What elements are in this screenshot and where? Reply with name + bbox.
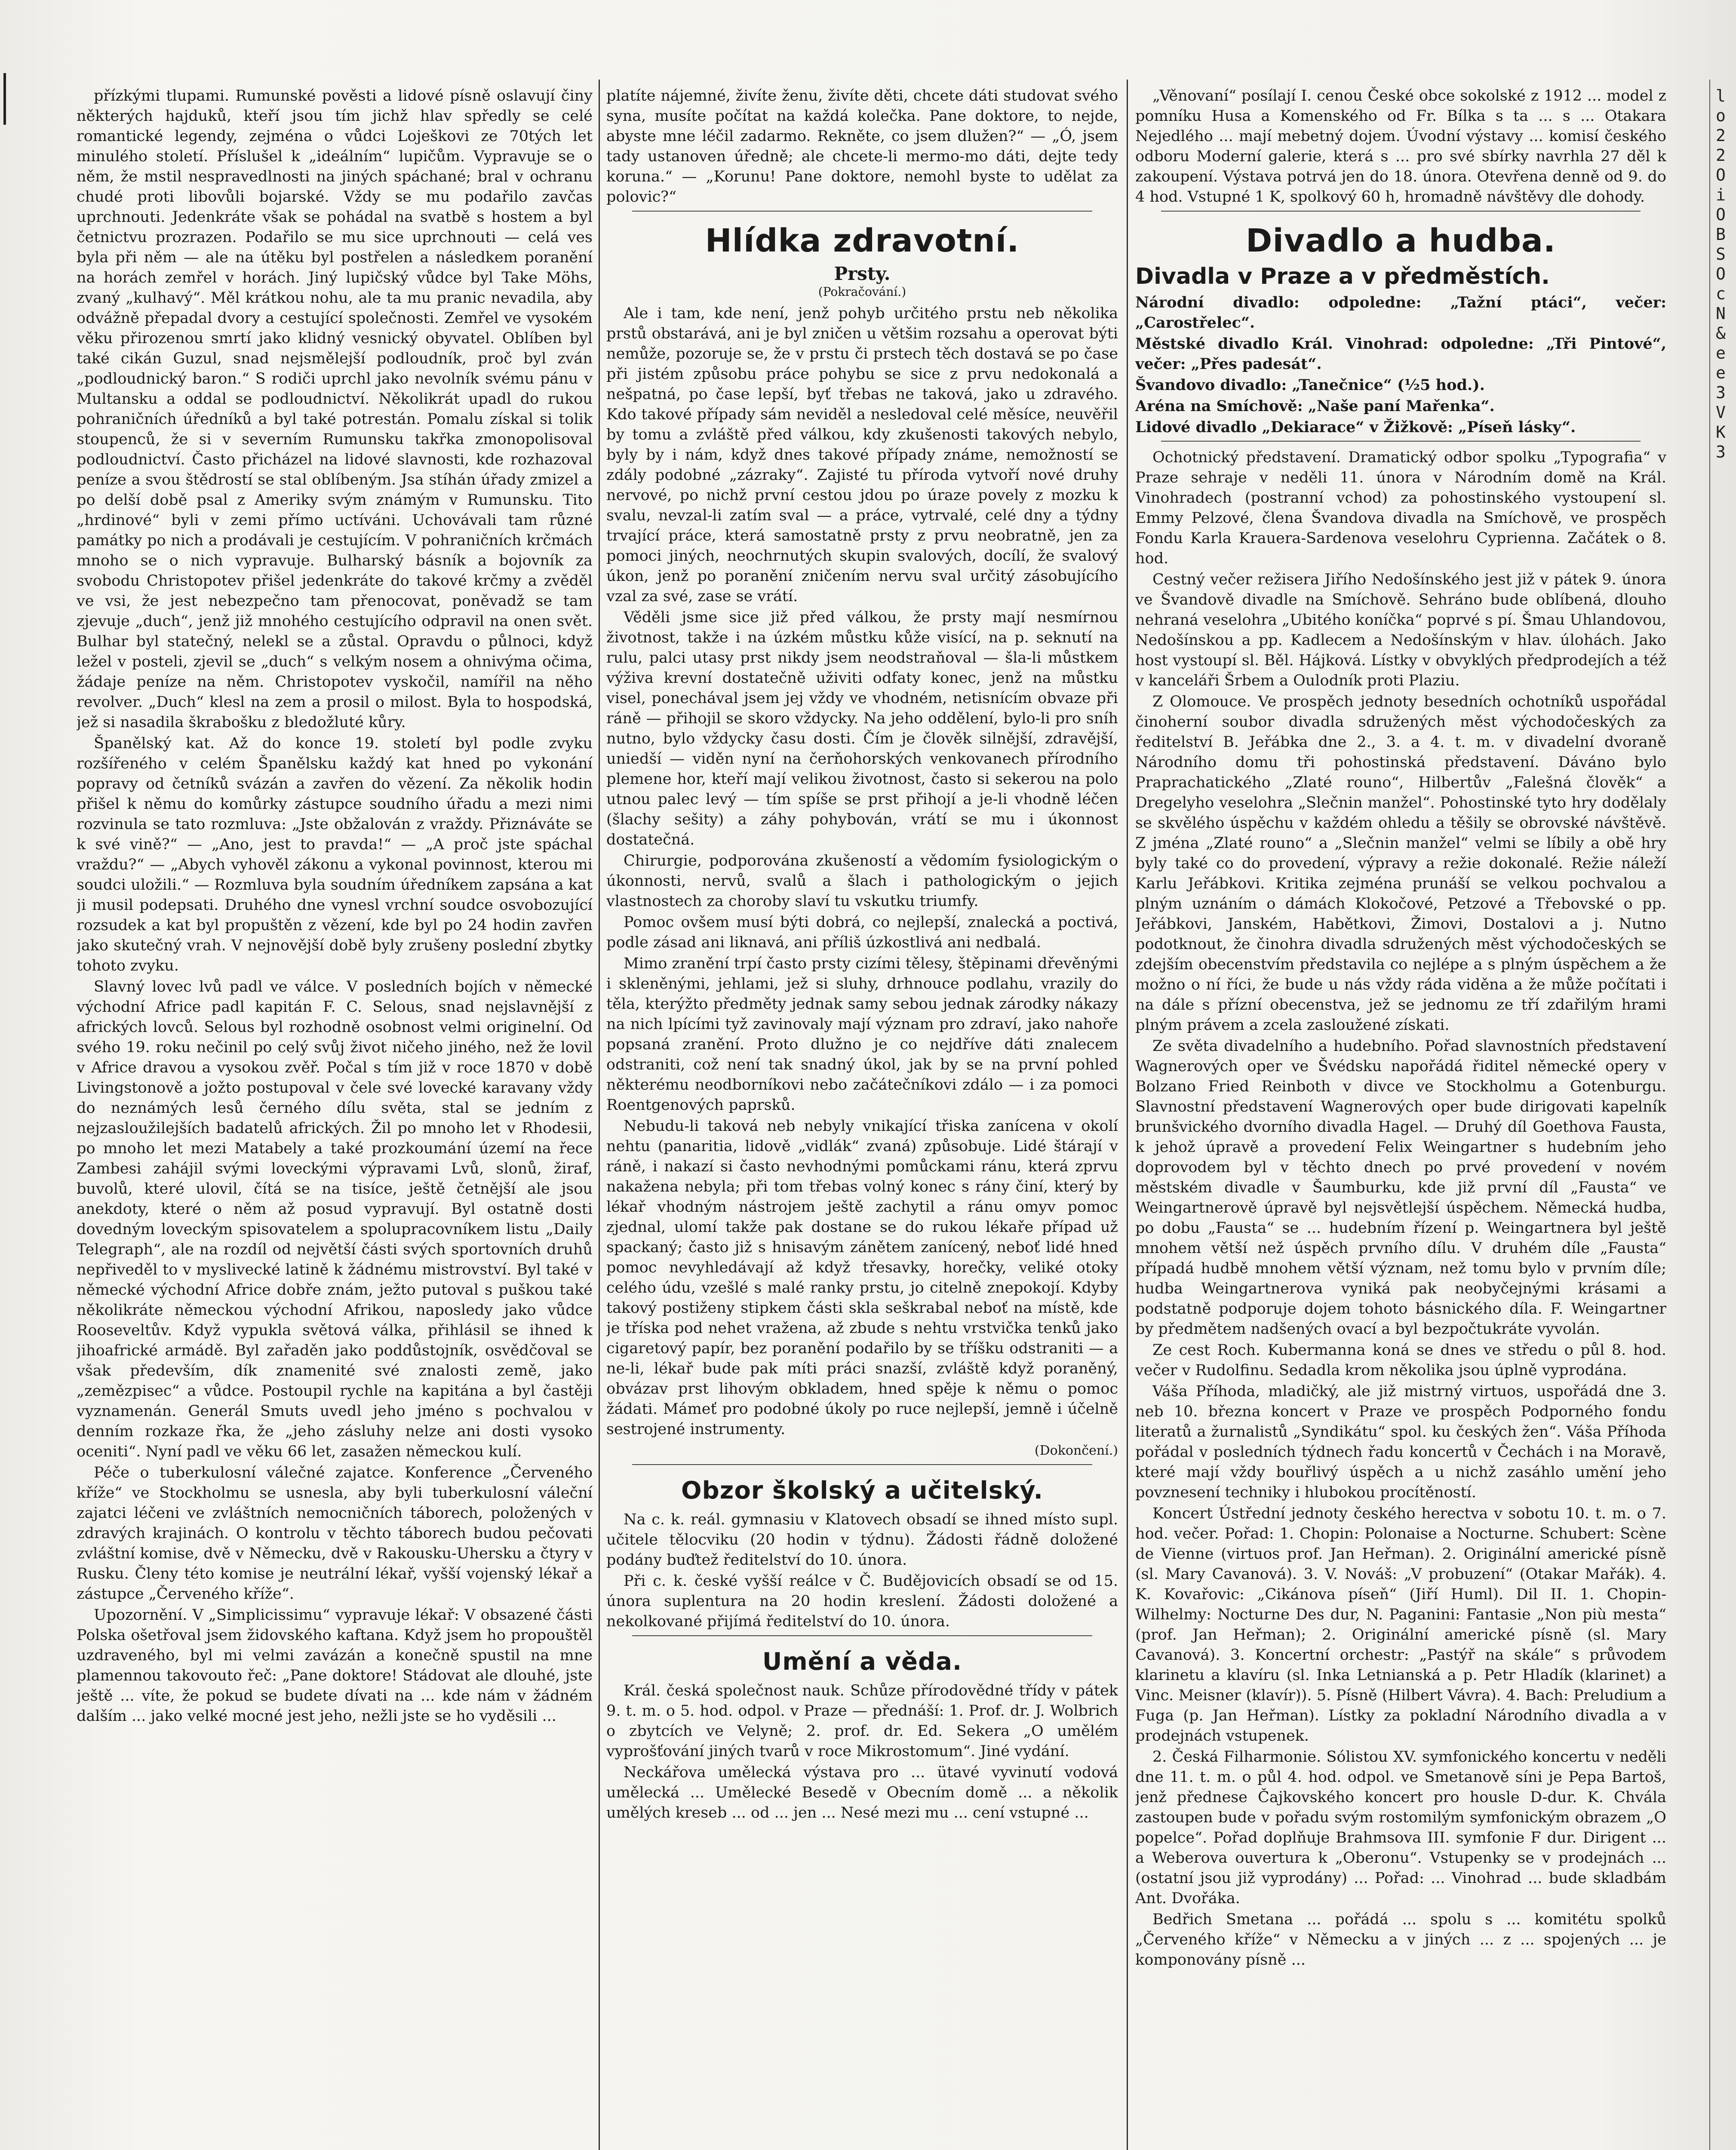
theatre-article: Váša Příhoda, mladičký, ale již mistrný virtuos, uspořádá dne 3. neb 10. března koncert v Praze ve prospěch Podporného fondu literatů a žurnalistů „Syndikátu“ spol. ku českých žen“. Váša Příhoda pořádal v posledních týdnech řadu koncertů v Čechách i na Moravě, které mají vždy bouřlivý úspěch a u nichž zasáhlo umění jeho povznesení techniky i hlubokou procítěností.	[1135, 1383, 1666, 1501]
article-title-fingers: Prsty.	[834, 263, 891, 284]
column-3	[1135, 86, 1666, 2150]
section-heading-health: Hlídka zdravotní.	[705, 222, 1020, 259]
article-notice-simplicissimus: Upozornění. V „Simplicissimu“ vypravuje lékař: V obsazené části Polska ošetřoval jsem židovského kaftana. Když jsem ho propouštěl uzdraveného, byl mi velmi zavázán a konečně spustil na mne plamennou takovouto řeč: „Pane doktore! Stádovat ale dlouhé, jste ještě ... víte, že pokud se budete dívati na ... kde nám v žádném dalším ... jako velké mocné jest jeho, nežli jste se ho vyděsili ...	[77, 1606, 593, 1725]
column-1	[77, 86, 593, 2150]
column-2	[606, 86, 1118, 2150]
health-paragraph: Chirurgie, podporována zkušeností a vědomím fysiologickým o úkonnosti, nervů, svalů a šlach i pathologickým o jejich vlastnostech za choroby slaví tu vskutku triumfy.	[606, 852, 1118, 910]
theatre-article: Koncert Ústřední jednoty českého herectva v sobotu 10. t. m. o 7. hod. večer. Pořad: 1. Chopin: Polonaise a Nocturne. Schubert: Scène de Vienne (virtuos prof. Jan Heřman). 2. Originální americké písně (sl. Mary Cavanová). 3. V. Nováš: „V probuzení“ (Otakar Mařák). 4. K. Kovařovic: „Cikánova píseň“ (Jiří Huml). Dil II. 1. Chopin-Wilhelmy: Nocturne Des dur, N. Paganini: Fantasie „Non più mesta“ (prof. Jan Heřman); 2. Originální americké písně (sl. Mary Cavanová). 3. Koncertní orchestr: „Pastýř na skále“ s průvodem klarinetu a klavíru (sl. Inka Letnianská a p. Petr Hladík (klarinet) a Vinc. Meisner (klavír)). 5. Písně (Hilbert Vávra). 4. Bach: Preludium a Fuga (p. Jan Heřman). Lístky za pokladní Národního divadla a v prodejnách vstupenek.	[1135, 1505, 1666, 1745]
to-be-continued-note: (Dokončení.)	[1034, 1443, 1118, 1458]
program-entry: Lidové divadlo „Dekiarace“ v Žižkově: „Píseň lásky“.	[1135, 418, 1576, 436]
article-spanish-executioner: Španělský kat. Až do konce 19. století byl podle zvyku rozšířeného v celém Španělsku každý kat hned po vykonání popravy od četníků svázán a zavřen do vězení. Za několik hodin přišel k němu do komůrky zástupce soudního úřadu a mezi nimi rozvinula se tato rozmluva: „Jste obžalován z vraždy. Přiznáváte se k své vině?“ — „Ano, jest to pravda!“ — „A proč jste spáchal vraždu?“ — „Abych vyhověl zákonu a vykonal povinnost, kterou mi soudci uložili.“ — Rozmluva byla soudním úředníkem zapsána a kat ji musil podepsati. Druhého dne vynesl vrchní soudce osvobozující rozsudek a kat byl propuštěn z vězení, kde byl po 24 hodin zavřen jako skutečný vrah. V nejnovější době byly zrušeny poslední zbytky tohoto zvyku.	[77, 735, 593, 974]
program-entry: Švandovo divadlo: „Tanečnice“ (½5 hod.).	[1135, 376, 1485, 394]
continuation-note: (Pokračování.)	[818, 285, 906, 299]
theatre-program-heading: Divadla v Praze a v předměstích.	[1135, 264, 1550, 289]
program-entry: Městské divadlo Král. Vinohrad: odpoledne: „Tři Pintové“, večer: „Přes padesát“.	[1135, 335, 1666, 373]
health-paragraph: Mimo zranění trpí často prsty cizími tělesy, štěpinami dřevěnými i skleněnými, jehlami, jež si sluhy, drhnouce podlahu, vrazily do těla, kterýžto předměty jednak samy sebou jednak zárodky nákazy na nich lpícími tyž zavinovaly mají význam pro zdraví, jako nahoře popsaná zranění. Proto dlužno je co nejdříve dáti znalecem odstraniti, což není tak snadný úkol, jak by se na první pohled některému neodborníkovi nebo začátečníkovi zdálo — i za pomoci Roentgenových paprsků.	[606, 955, 1118, 1114]
theatre-article: Ze cest Roch. Kubermanna koná se dnes ve středu o půl 8. hod. večer v Rudolfinu. Sedadla krom několika jsou úplně vyprodána.	[1135, 1342, 1666, 1379]
theatre-article: Ze světa divadelního a hudebního. Pořad slavnostních představení Wagnerových oper ve Švédsku napořádá řiditel německé opery v Bolzano Fried Reinboth v divce ve Stockholmu a Gotenburgu. Slavnostní představení Wagnerových oper bude dirigovati kapelník brunšvického dvorního divadla Hagel. — Druhý díl Goethova Fausta, k jehož úpravě a provedení Felix Weingartner s hudebním jeho doprovodem byl v těchto dnech po prvé provedení v novém městském divadle v Šaumburku, kde již první díl „Fausta“ ve Weingartnerově úpravě byl nejsvětlejší úspěchem. Německá hudba, po dobu „Fausta“ se ... hudebním řízení p. Weingartnera byl ještě mnohem větší než úspěch prvního dílu. V druhém díle „Fausta“ případá hudbě mnohem větší význam, než tomu bylo v prvním díle; hudba Weingartnerova vyniká pak neobyčejnými krásami a podstatně podporuje dojem tohoto básnického díla. F. Weingartner by předmětem nadšených ovací a byl bezpočtukráte vyvolán.	[1135, 1038, 1666, 1338]
adjacent-page-fragment: lo 22 O i O B S O c N & e e 3 V K 3	[1716, 86, 1726, 461]
next-page-edge-rule	[1709, 80, 1710, 2150]
section-divider	[632, 1635, 1092, 1636]
column-rule-left	[599, 80, 600, 2150]
left-margin-mark	[3, 73, 6, 125]
theatre-article: Ochotnický představení. Dramatický odbor spolku „Typografia“ v Praze sehraje v neděli 11. února v Národním domě na Král. Vinohradech (postranní vchod) za pohostinského vystoupení sl. Emmy Pelzové, člena Švandova divadla na Smíchově, ve prospěch Fondu Karla Krauera-Sardenova veselohru Cyprienna. Začátek o 8. hod.	[1135, 449, 1666, 567]
art-science-paragraph: Neckářova umělecká výstava pro ... ütavé vyvinutí vodová umělecká ... Umělecké Besedě v Obecním domě ... a několik umělých kreseb ... od ... jen ... Nesé mezi mu ... cení vstupné ...	[606, 1764, 1118, 1821]
exhibition-notice: „Věnovaní“ posílají I. cenou České obce sokolské z 1912 ... model z pomníku Husa a Komenského od Fr. Bílka s ta ... s ... Otakara Nejedlého ... mají mebetný dojem. Úvodní výstavy ... komisí českého odboru Moderní galerie, která s ... pro své sbírky navrhla 27 děl k zakoupení. Výstava potrvá jen do 18. února. Otevřena denně od 9. do 4 hod. Vstupné 1 K, spolkový 60 h, hromadně návštěvy dle dohody.	[1135, 87, 1666, 206]
theatre-article: Z Olomouce. Ve prospěch jednoty besedních ochotníků uspořádal činoherní soubor divadla sdružených měst východočeských za ředitelství B. Jeřábka dne 2., 3. a 4. t. m. v divadelní dvoraně Národního domu tři pohostinská představení. Dáváno bylo Praprachatického „Zlaté rouno“, Hilbertův „Falešná člověk“ a Dregelyho veselohra „Slečnin manžel“. Pohostinské tyto hry dodělaly se skvělého úspěchu v každém ohledu a těšily se obrovské návštěvě. Z jména „Zlaté rouno“ a „Slečnin manžel“ velmi se líbily a obě hry byly také co do provedení, výpravy a režie dokonalé. Režie náleží Karlu Jeřábkovi. Kritika zejména prunáší se velkou pochvalou a plným uznáním o dámách Klokočové, Petzové a Třebovské o pp. Jeřábkovi, Janském, Habětkovi, Žimovi, Dostalovi a j. Nutno podotknout, že činohra divadla sdružených měst východočeských se zdejším obecenstvím představila co nejlépe a s plným úspěchem a že možno o ní říci, že bude u nás vždy ráda viděna a že může počítati i na dále s přízní obecenstva, jež se jednomu ze tří zdařilým hrami plným právem a zcela zasloužené získati.	[1135, 693, 1666, 1034]
section-divider	[632, 211, 1092, 212]
theatre-article: Cestný večer režisera Jiřího Nedošínského jest již v pátek 9. února ve Švandově divadle na Smíchově. Sehráno bude oblíbená, dlouho nehraná veselohra „Ubitého koníčka“ poprvé s pí. Šmau Uhlandovou, Nedošínskou a pp. Kadlecem a Nedošínským v hlav. úlohách. Jako host vystoupí sl. Běl. Hájková. Lístky v obvyklých předprodejích a též v kanceláři Šrbem a Oulodník proti Plaziu.	[1135, 571, 1666, 689]
art-science-paragraph: Král. česká společnost nauk. Schůze přírodovědné třídy v pátek 9. t. m. o 5. hod. odpol. v Praze — přednáší: 1. Prof. dr. J. Wolbrich o zbytcích ve Velyně; 2. prof. dr. Ed. Sekera „O umělém vyprošťování jiných tvarů v roce Mikrostomum“. Jiné vydání.	[606, 1682, 1118, 1760]
article-romanian-outlaws: přízkými tlupami. Rumunské pověsti a lidové písně oslavují činy některých hajduků, kteří jsou tím jichž hlav spředly se celé romantické legendy, zejména o vůdci Loješkovi ze 70tých let minulého století. Příslušel k „ideálním“ lupičům. Vypravuje se o něm, že mstil nespravedlnosti na jiných spáchané; bral v ochranu chudé proti libovůli bojarské. Vždy se mu podařilo zavčas uprchnouti. Jedenkráte však se pohádal na svatbě s hostem a byl četnictvu prozrazen. Podařilo se mu sice uprchnouti — celá ves byla při něm — ale na útěku byl postřelen a následkem poranění na horách zemřel v horách. Jiný lupičský vůdce byl Take Möhs, zvaný „kulhavý“. Měl krátkou nohu, ale ta mu pranic nevadila, aby odvážně přepadal dvory a cestující společnosti. Zemřel ve vysokém věku přirozenou smrtí jako klidný vesnický obyvatel. Oblíben byl také cikán Guzul, snad nejsmělejší podloudník, proč byl zván „podloudnický baron.“ S rodiči uprchl jako nevolník svému pánu v Multansku a oddal se podloudnictví. Několikrát upadl do rukou pohraničních úředníků a byl také potrestán. Pomalu získal si tolik stoupenců, že si v severním Rumunsku takřka zmonopolisoval podloudnictví. Často přicházel na lidové slavnosti, kde rozhazoval peníze a svou štědrostí se stal oblíbeným. Jsa stíhán úřady zmizel a po delší době psal z Ameriky svým známým v Rumunsku. Tito „hrdinové“ byli v zemi přímo uctíváni. Uchovávali tam různé památky po nich a prodávali je cestujícím. V pohraničních krčmách mnoho se o nich vypravuje. Bulharský básník a bojovník za svobodu Christopotev přišel jedenkráte do takové krčmy a zvěděl ve vsi, že jest nebezpečno tam přenocovat, poněvadž se tam zjevuje „duch“, jenž již mnohého cestujícího odpravil na onen svět. Bulhar byl statečný, nelekl se a zůstal. Opravdu o půlnoci, když ležel v posteli, zjevil se „duch“ s velkým nosem a ohnivýma očima, žádaje peníze na něm. Christopotev vyskočil, namířil na něho revolver. „Duch“ klesl na zem a prosil o milost. Byla to hospodská, jež si nasadila škrabošku z bledožluté kůry.	[77, 87, 593, 731]
school-notice: Na c. k. reál. gymnasiu v Klatovech obsadí se ihned místo supl. učitele tělocviku (20 hodin v týdnu). Žádosti řádně doložené podány buďtež ředitelství do 10. února.	[606, 1511, 1118, 1569]
continuation-text: platíte nájemné, živíte ženu, živíte děti, chcete dáti studovat svého syna, musíte počítat na každá kolečka. Pane doktore, to nejde, abyste mne léčil zadarmo. Rekněte, co jsem dlužen?“ — „Ó, jsem tady ustanoven úředně; ale chcete-li mermo-mo dáti, dejte tedy koruna.“ — „Korunu! Pane doktore, nemohl byste to udělat za polovic?“	[606, 87, 1118, 206]
program-entry: Aréna na Smíchově: „Naše paní Mařenka“.	[1135, 397, 1495, 415]
column-rule-right	[1127, 80, 1128, 2150]
section-divider	[1161, 211, 1641, 212]
section-heading-art-science: Umění a věda.	[762, 1648, 962, 1676]
school-notice: Při c. k. české vyšší reálce v Č. Budějovicích obsadí se od 15. února suplentura na 20 hodin kreslení. Žádosti doložené a nekolkované přijímá ředitelství do 10. února.	[606, 1573, 1118, 1630]
article-tuberculous-prisoners: Péče o tuberkulosní válečné zajatce. Konference „Červeného kříže“ ve Stockholmu se usnesla, aby byli tuberkulosní váleční zajatci léčeni ve zvláštních nemocničních táborech, položených v zdravých krajinách. O kontrolu v těchto táborech budou pečovati zvláštní komise, dvě v Německu, dvě v Rakousku-Uhersku a čtyry v Rusku. Členy této komise je neutrální lékař, vyšší vojenský lékař a zástupce „Červeného kříže“.	[77, 1464, 593, 1603]
section-heading-school: Obzor školský a učitelský.	[681, 1477, 1043, 1505]
program-entry: Národní divadlo: odpoledne: „Tažní ptáci“, večer: „Carostřelec“.	[1135, 294, 1666, 332]
health-paragraph: Ale i tam, kde není, jenž pohyb určitého prstu neb několika prstů obstarává, ani je byl zničen u většim rozsahu a operovat býti nemůže, pozoruje se, že v prstu či prstech těch dostavá se po čase při jistém způsobu práce pohybu se sice z prvu nedokonalá a nešpatná, po čase lepší, byť třebas ne taková, jako u zdravého. Kdo takové případy sám neviděl a nesledoval celé měsíce, neuvěřil by tomu a zvláště před válkou, kdy zkušenosti takových nebylo, byly by i nám, když dnes takové případy známe, nemožností se zdály podobné „zázraky“. Zajisté tu příroda vytvoří nové druhy nervové, po nichž první cestou jdou po úraze povely z mozku k svalu, nevzal-li zatím sval — a práce, vytrvalé, celé dny a týdny trvající práce, která samostatně prsty z prvu neobratně, jen za pomoci jiných, neochrnutých skupin svalových, docílí, že svalový úkon, jenž po poranění zničením nervu sval určitý zásobujícího vzal za své, zase se vrátí.	[606, 305, 1118, 605]
health-paragraph: Nebudu-li taková neb nebyly vnikající třiska zanícena v okolí nehtu (panaritia, lidově „vidlák“ zvaná) způsobuje. Lidé štárají v ráně, i nakazí si často nevhodnými pomůckami ránu, která zprvu nakažena nebyla; při tom třebas volný konec s rány činí, který by lékař vhodným nástrojem ještě zachytil a ránu omyv pomoc zjednal, ulomí takže pak dostane se do rukou lékaře případ už spackaný; často již s hnisavým zánětem zanícený, neboť lidé hned pomoc nevyhledávají až když třesavky, horečky, veliké otoky celého údu, vzešlé s malé ranky prstu, jo citelně znepokojí. Kdyby takový postiženy stipkem části skla seškrabal neboť na místě, kde je tříska pod nehet vražena, až zbude s nehtu vrstvička tenků jako cigaretový papír, bez poranění podařilo by se tříšku odstraniti — a ne-li, lékař bude pak míti práci snazší, zvláště když poraněný, obvázav prst lihovým obkladem, hned spěje k němu o pomoc žádati. Mámeť pro podobné úkoly po ruce nejlepší, jemně i účelně sestrojené instrumenty.	[606, 1118, 1118, 1438]
section-divider	[1161, 441, 1641, 442]
health-paragraph: Věděli jsme sice již před válkou, že prsty mají nesmírnou životnost, takže i na úzkém můstku kůže visící, na p. seknutí na rulu, palci utasy prst nikdy jsem neodstraňoval — šla-li můstkem výživa krevní dostatečně uživiti odfaty konec, jenž na můstku visel, ponechával jsem jej vždy ve vhodném, netisnícím obvaze při ráně — přihojil se skoro vždycky. Na jeho oddělení, bylo-li pro sníh nutno, bylo vždycky času dosti. Čím je člověk silnější, zdravější, uniedší — viděn nyní na čerňohorských venkovanech přírodního plemene hor, kteří mají velikou životnost, často si sekerou na polo utnou palec levý — tím spíše se prst přihojí a je-li vhodně léčen (šlachy sešity) a záhy pohybován, vrátí se mu i úkonnost dostatečná.	[606, 609, 1118, 848]
section-divider	[632, 1464, 1092, 1465]
theatre-article: Bedřich Smetana ... pořádá ... spolu s ... komitétu spolků „Červeného kříže“ v Německu a v jiných ... z ... spojených ... je komponovány písně ...	[1135, 1911, 1666, 1969]
section-heading-theatre-music: Divadlo a hudba.	[1246, 222, 1556, 259]
theatre-article: 2. Česká Filharmonie. Sólistou XV. symfonického koncertu v neděli dne 11. t. m. o půl 4. hod. odpol. ve Smetanově síni je Pepa Bartoš, jenž přednese Čajkovského koncert pro housle D-dur. K. Chvála zastoupen bude v pořadu svým rostomilým symfonickým obrazem „O popelce“. Pořad doplňuje Brahmsova III. symfonie F dur. Dirigent ... a Weberova ouvertura k „Oberonu“. Vstupenky se v prodejnách ... (ostatní jsou již vyprodány) ... Pořad: ... Vinohrad ... bude skladbám Ant. Dvořáka.	[1135, 1748, 1666, 1907]
article-lion-hunter-selous: Slavný lovec lvů padl ve válce. V posledních bojích v německé východní Africe padl kapitán F. C. Selous, snad nejslavnější z afrických lovců. Selous byl rozhodně osobnost velmi originelní. Od svého 19. roku nečinil po celý svůj život ničeho jiného, než že lovil v Africe dravou a vysokou zvěř. Počal s tím již v roce 1870 v době Livingstonově a jožto postupoval v čele své lovecké karavany vždy do neznámých lesů černého dílu světa, stal se jedním z nejzasloužilejších badatelů afrických. Žil po mnoho let v Rhodesii, po mnoho let mezi Matabely a také prozkoumání území na řece Zambesi zahájil svými loveckými výpravami Lvů, slonů, žiraf, buvolů, které ulovil, čítá se na tisíce, ještě četnější ale jsou anekdoty, které o něm až posud vypravují. Byl ostatně dosti dovedným loveckým spisovatelem a spolupracovníkem listu „Daily Telegraph“, ale na rozdíl od největší části svých sportovních druhů nepřiveděl to v myslivecké latině k žádnému mistrovství. Byl také v německé východní Africe dobře znám, ježto putoval s puškou také několikráte německou východní Afrikou, naposledy jako vůdce Rooseveltův. Když vypukla světová válka, přihlásil se ihned k jihoafrické armádě. Byl zařaděn jako poddůstojník, osvědčoval se však především, dík znamenité své znalosti země, jako „zemězpisec“ a vůdce. Postoupil rychle na kapitána a byl častěji vyznamenán. Generál Smuts uvedl jeho jméno s pochvalou v denním rozkaze řka, že „jeho zásluhy nelze ani dosti vysoko oceniti“. Nyní padl ve věku 66 let, zasažen německou kulí.	[77, 978, 593, 1460]
health-paragraph: Pomoc ovšem musí býti dobrá, co nejlepší, znalecká a poctivá, podle zásad ani liknavá, ani příliš úzkostlivá ani nedbalá.	[606, 914, 1118, 951]
